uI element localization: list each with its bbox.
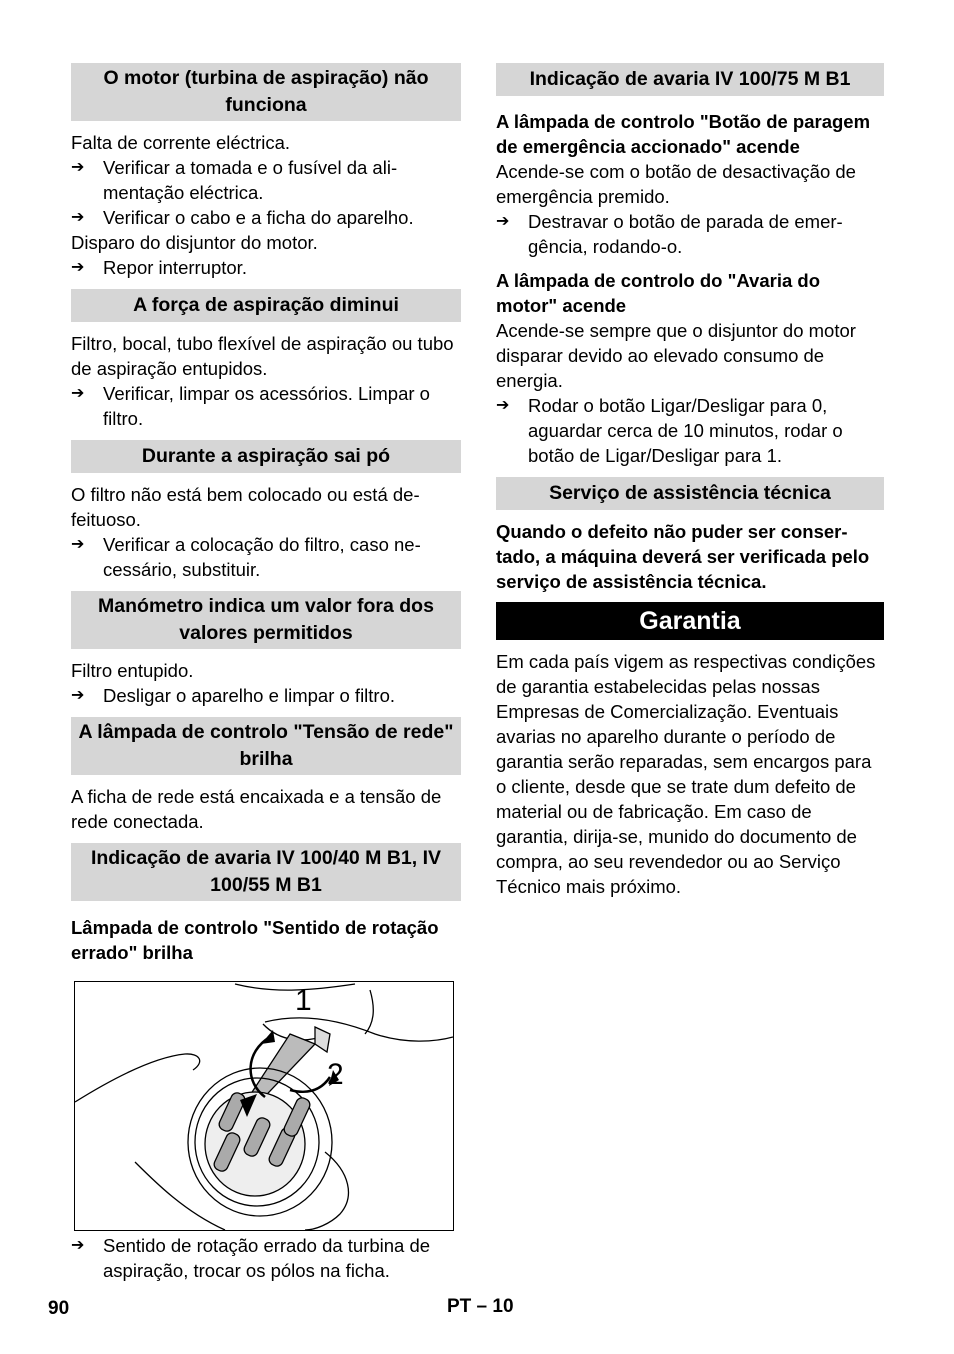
warranty-text: Em cada país vigem as respectivas condições de garantia estabelecidas pelas nossas Empresas de Comercialização. Eventuais avarias no aparelho durante o período de garantia serão reparadas, sem encargos para o cliente, desde que se trate dum defeito de material ou de fabricação. Em caso de garantia, dirija-se, munido do documento de compra, ao seu revendedor ou ao Serviço Técnico mais próximo.	[496, 651, 876, 897]
arrow-icon: ➔	[71, 687, 85, 704]
cause-text: O filtro não está bem colocado ou está defeituoso.	[71, 484, 420, 530]
subheading-rotation-lamp: Lâmpada de controlo "Sentido de rotação errado" brilha	[71, 917, 439, 963]
remedy-text: Verificar a colocação do filtro, caso necessário, substituir.	[103, 534, 421, 580]
remedy-text: Repor interruptor.	[103, 257, 247, 278]
fig-label-2: 2	[327, 1058, 344, 1091]
section-heading-manometer: Manómetro indica um valor fora dos valores permitidos	[71, 591, 461, 649]
page-number: 90	[48, 1298, 70, 1319]
arrow-icon: ➔	[71, 1237, 85, 1254]
remedy-item	[71, 1233, 461, 1283]
subheading-emergency-lamp: A lâmpada de controlo "Botão de paragem de emergência accionado" acende	[496, 111, 871, 157]
remedy-item	[496, 209, 884, 259]
remedy-text: Destravar o botão de parada de emergência, rodando-o.	[528, 211, 843, 257]
remedy-item	[71, 255, 461, 280]
arrow-icon: ➔	[71, 536, 85, 553]
right-column	[496, 63, 884, 899]
arrow-icon: ➔	[71, 385, 85, 402]
cause-text: Disparo do disjuntor do motor.	[71, 232, 318, 253]
section-heading-dust: Durante a aspiração sai pó	[71, 440, 461, 473]
cause-text: Acende-se com o botão de desactivação de emergência premido.	[496, 161, 856, 207]
left-column	[71, 63, 461, 1283]
cause-text: Filtro, bocal, tubo flexível de aspiração ou tubo de aspiração entupidos.	[71, 333, 454, 379]
fig-label-1: 1	[295, 984, 312, 1017]
cause-text: A ficha de rede está encaixada e a tensão de rede conectada.	[71, 786, 442, 832]
remedy-text: Verificar o cabo e a ficha do aparelho.	[103, 207, 414, 228]
arrow-icon: ➔	[496, 213, 510, 230]
remedy-text: Desligar o aparelho e limpar o filtro.	[103, 685, 396, 706]
remedy-item	[71, 381, 461, 431]
plug-illustration	[74, 981, 454, 1231]
remedy-text: Sentido de rotação errado da turbina de aspiração, trocar os pólos na ficha.	[103, 1235, 431, 1281]
section-heading-service: Serviço de assistência técnica	[496, 477, 884, 510]
language-page-label: PT – 10	[447, 1296, 514, 1317]
remedy-text: Verificar, limpar os acessórios. Limpar o filtro.	[103, 383, 430, 429]
remedy-item	[71, 155, 461, 205]
section-heading-motor: O motor (turbina de aspiração) não funciona	[71, 63, 461, 121]
section-heading-warranty: Garantia	[496, 602, 884, 640]
section-heading-fault-75: Indicação de avaria IV 100/75 M B1	[496, 63, 884, 96]
arrow-icon: ➔	[496, 397, 510, 414]
cause-text: Falta de corrente eléctrica.	[71, 132, 291, 153]
remedy-item	[71, 205, 461, 230]
arrow-icon: ➔	[71, 159, 85, 176]
cause-text: Filtro entupido.	[71, 660, 194, 681]
arrow-icon: ➔	[71, 259, 85, 276]
section-heading-mains-lamp: A lâmpada de controlo "Tensão de rede" brilha	[71, 717, 461, 775]
section-heading-fault-display: Indicação de avaria IV 100/40 M B1, IV 100/55 M B1	[71, 843, 461, 901]
cause-text: Acende-se sempre que o disjuntor do motor disparar devido ao elevado consumo de energia.	[496, 320, 856, 391]
remedy-item	[71, 532, 461, 582]
remedy-text: Verificar a tomada e o fusível da alimentação eléctrica.	[103, 157, 398, 203]
section-heading-suction: A força de aspiração diminui	[71, 289, 461, 322]
remedy-item	[71, 683, 461, 708]
service-note: Quando o defeito não puder ser consertado, a máquina deverá ser verificada pelo serviço de assistência técnica.	[496, 521, 870, 592]
remedy-item	[496, 393, 884, 468]
remedy-text: Rodar o botão Ligar/Desligar para 0, aguardar cerca de 10 minutos, rodar o botão de Ligar/Desligar para 1.	[528, 395, 843, 466]
arrow-icon: ➔	[71, 209, 85, 226]
plug-drawing	[75, 982, 453, 1230]
subheading-motor-fault-lamp: A lâmpada de controlo do "Avaria do motor" acende	[496, 270, 821, 316]
